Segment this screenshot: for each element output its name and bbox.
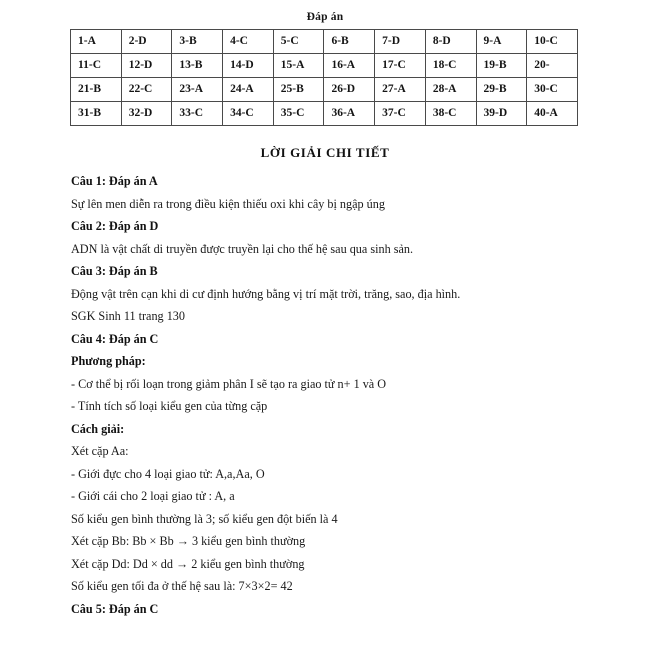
answer-cell: 15-A xyxy=(273,54,324,78)
answer-cell: 31-B xyxy=(71,102,122,126)
solution-text-line: Sự lên men diễn ra trong điều kiện thiếu oxi khi cây bị ngập úng xyxy=(71,196,385,211)
answer-cell: 7-D xyxy=(375,30,426,54)
answer-cell: 26-D xyxy=(324,78,375,102)
answer-cell: 34-C xyxy=(223,102,274,126)
answer-cell: 8-D xyxy=(425,30,476,54)
answer-key-row xyxy=(71,54,578,78)
solution-heading-line: Câu 5: Đáp án C xyxy=(71,601,159,616)
solution-text-line: - Giới cái cho 2 loại giao tử : A, a xyxy=(71,489,235,503)
solution-text-line: - Tính tích số loại kiểu gen của từng cặp xyxy=(71,399,268,413)
answer-cell: 1-A xyxy=(71,30,122,54)
solution-text-line: SGK Sinh 11 trang 130 xyxy=(71,309,185,323)
answer-cell: 37-C xyxy=(375,102,426,126)
answer-key-body xyxy=(71,30,578,126)
answer-cell: 35-C xyxy=(273,102,324,126)
answer-cell: 38-C xyxy=(425,102,476,126)
solutions-body xyxy=(0,170,650,620)
answer-key-title: Đáp án xyxy=(306,11,344,23)
solution-heading-line: Câu 2: Đáp án D xyxy=(71,219,159,233)
answer-cell: 29-B xyxy=(476,78,527,102)
answer-cell: 17-C xyxy=(375,54,426,78)
answer-cell: 27-A xyxy=(375,78,426,102)
answer-cell: 18-C xyxy=(425,54,476,78)
solution-heading-line: Phương pháp: xyxy=(71,354,146,368)
solution-text-line: Xét cặp Dd: Dd × dd → 2 kiểu gen bình thường xyxy=(71,556,305,571)
answer-key-table-wrap xyxy=(0,29,650,126)
answer-cell: 39-D xyxy=(476,102,527,126)
answer-key-row xyxy=(71,102,578,126)
answer-cell: 28-A xyxy=(425,78,476,102)
answer-cell: 25-B xyxy=(273,78,324,102)
solution-text-line: - Giới đực cho 4 loại giao tử: A,a,Aa, O xyxy=(71,466,265,481)
solution-text-line: - Cơ thể bị rối loạn trong giảm phân I sẽ tạo ra giao tử n+ 1 và O xyxy=(71,376,387,391)
solution-text-line: Xét cặp Bb: Bb × Bb → 3 kiểu gen bình thường xyxy=(71,534,306,548)
answer-cell: 40-A xyxy=(527,102,578,126)
answer-cell: 13-B xyxy=(172,54,223,78)
answer-key-table xyxy=(70,29,578,126)
answer-cell: 2-D xyxy=(121,30,172,54)
solution-heading-line: Câu 3: Đáp án B xyxy=(71,264,158,278)
answer-cell: 16-A xyxy=(324,54,375,78)
answer-cell: 12-D xyxy=(121,54,172,78)
answer-cell: 4-C xyxy=(223,30,274,54)
solutions-heading: LỜI GIẢI CHI TIẾT xyxy=(260,145,390,160)
answer-cell: 3-B xyxy=(172,30,223,54)
answer-cell: 19-B xyxy=(476,54,527,78)
answer-cell: 23-A xyxy=(172,78,223,102)
answer-key-row xyxy=(71,78,578,102)
solution-heading-line: Câu 1: Đáp án A xyxy=(71,174,158,188)
answer-cell: 24-A xyxy=(223,78,274,102)
answer-cell: 21-B xyxy=(71,78,122,102)
solution-text-line: Động vật trên cạn khi di cư định hướng bằng vị trí mặt trời, trăng, sao, địa hình. xyxy=(71,286,461,301)
answer-cell: 32-D xyxy=(121,102,172,126)
solution-heading-line: Câu 4: Đáp án C xyxy=(71,331,159,346)
answer-cell: 9-A xyxy=(476,30,527,54)
answer-cell: 33-C xyxy=(172,102,223,126)
solution-heading-line: Cách giải: xyxy=(71,421,125,436)
answer-cell: 20- xyxy=(527,54,578,78)
answer-key-row xyxy=(71,30,578,54)
solution-text-line: Xét cặp Aa: xyxy=(71,444,129,458)
answer-cell: 36-A xyxy=(324,102,375,126)
solution-text-line: ADN là vật chất di truyền được truyền lại cho thế hệ sau qua sinh sản. xyxy=(71,241,414,256)
solution-text-line: Số kiểu gen bình thường là 3; số kiểu gen đột biến là 4 xyxy=(71,511,338,526)
answer-cell: 22-C xyxy=(121,78,172,102)
answer-cell: 14-D xyxy=(223,54,274,78)
solution-text-line: Số kiểu gen tối đa ở thế hệ sau là: 7×3×2= 42 xyxy=(71,579,293,593)
answer-cell: 30-C xyxy=(527,78,578,102)
answer-cell: 11-C xyxy=(71,54,122,78)
answer-cell: 10-C xyxy=(527,30,578,54)
answer-cell: 6-B xyxy=(324,30,375,54)
answer-cell: 5-C xyxy=(273,30,324,54)
